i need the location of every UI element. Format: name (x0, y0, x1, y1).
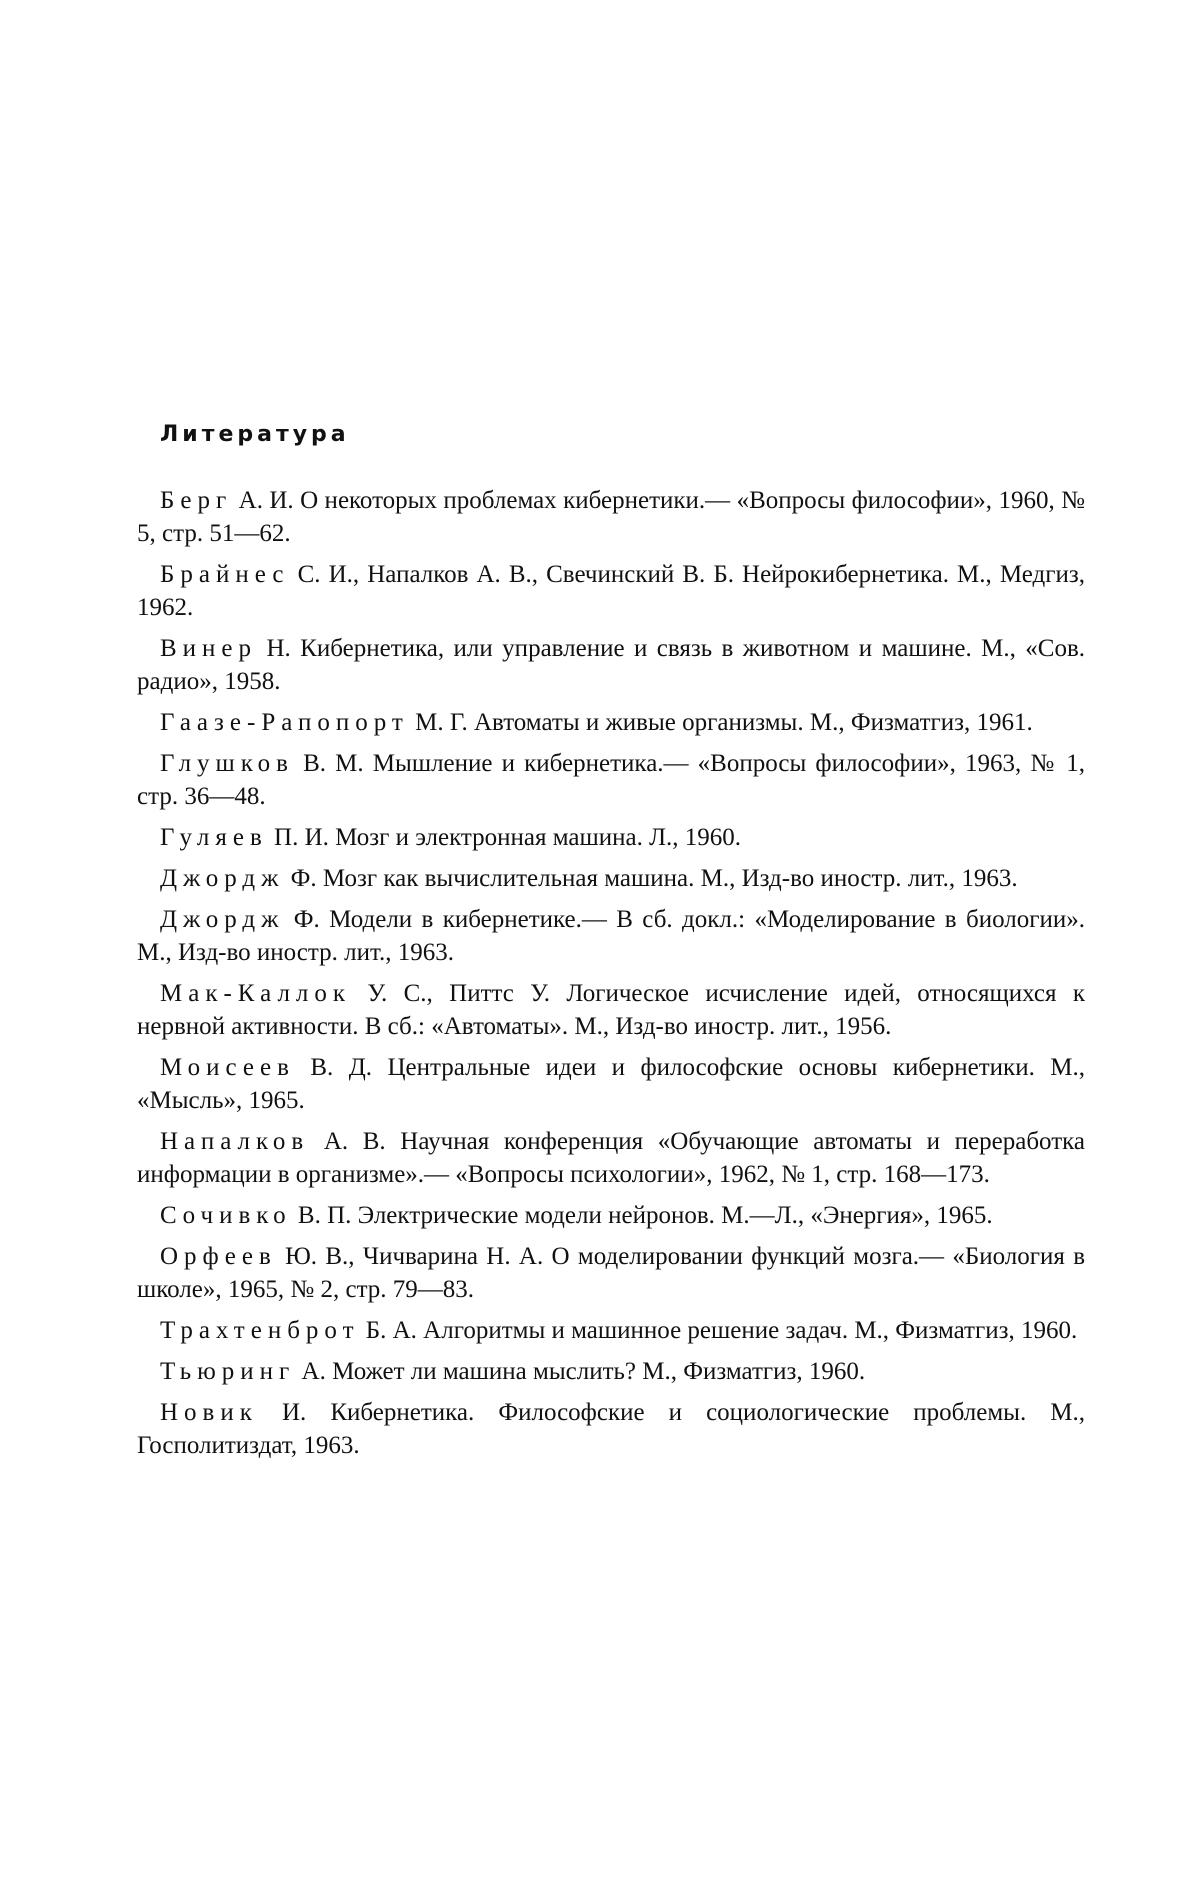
reference-details: Б. А. Алгоритмы и машинное решение задач. М., Физматгиз, 1960. (365, 1317, 1078, 1344)
reference-author: Берг (160, 487, 233, 514)
reference-list (137, 484, 1085, 1470)
reference-author: Новик (160, 1399, 258, 1426)
reference-item (137, 862, 1085, 895)
reference-author: Винер (160, 635, 258, 662)
reference-details: Ф. Мозг как вычислительная машина. М., Изд-во иностр. лит., 1963. (290, 865, 1018, 892)
reference-item (137, 821, 1085, 854)
reference-details: У. С., Питтс У. Логическое исчисление идей, относящихся к нервной активности. В сб.: «Автоматы». М., Изд-во иностр. лит., 1956. (137, 980, 1085, 1040)
reference-item (137, 1051, 1085, 1117)
reference-author: Глушков (160, 750, 294, 777)
reference-author: Напалков (160, 1128, 310, 1155)
reference-details: С. И., Напалков А. В., Свечинский В. Б. Нейрокибернетика. М., Медгиз, 1962. (137, 561, 1085, 621)
reference-details: П. И. Мозг и электронная машина. Л., 1960. (274, 824, 742, 851)
reference-details: А. И. О некоторых проблемах кибернетики.— «Вопросы философии», 1960, № 5, стр. 51—62. (137, 487, 1085, 547)
reference-item (137, 558, 1085, 624)
section-heading: Литература (160, 422, 350, 447)
reference-details: А. Может ли машина мыслить? М., Физматгиз, 1960. (301, 1358, 866, 1385)
reference-item (137, 1396, 1085, 1462)
reference-details: В. М. Мышление и кибернетика.— «Вопросы философии», 1963, № 1, стр. 36—48. (137, 750, 1085, 810)
reference-item (137, 903, 1085, 969)
reference-details: М. Г. Автоматы и живые организмы. М., Физматгиз, 1961. (415, 709, 1033, 736)
reference-author: Гуляев (160, 824, 268, 851)
reference-item (137, 1355, 1085, 1388)
reference-author: Мак-Каллок (160, 980, 352, 1007)
reference-details: И. Кибернетика. Философские и социологические проблемы. М., Госполитиздат, 1963. (137, 1399, 1085, 1459)
reference-author: Джордж (160, 865, 285, 892)
reference-author: Трахтенброт (160, 1317, 360, 1344)
reference-details: Ф. Модели в кибернетике.— В сб. докл.: «Моделирование в биологии». М., Изд-во иностр. лит., 1963. (137, 906, 1085, 966)
reference-details: Н. Кибернетика, или управление и связь в животном и машине. М., «Сов. радио», 1958. (137, 635, 1085, 695)
reference-item (137, 484, 1085, 550)
reference-item (137, 747, 1085, 813)
reference-details: В. Д. Центральные идеи и философские основы кибернетики. М., «Мысль», 1965. (137, 1054, 1085, 1114)
reference-author: Джордж (160, 906, 285, 933)
reference-details: В. П. Электрические модели нейронов. М.—Л., «Энергия», 1965. (297, 1202, 993, 1229)
reference-item (137, 977, 1085, 1043)
reference-item (137, 1199, 1085, 1232)
reference-item (137, 1125, 1085, 1191)
reference-item (137, 1240, 1085, 1306)
reference-item (137, 706, 1085, 739)
reference-author: Гаазе-Рапопорт (160, 709, 409, 736)
reference-item (137, 632, 1085, 698)
reference-item (137, 1314, 1085, 1347)
reference-author: Сочивко (160, 1202, 292, 1229)
reference-author: Орфеев (160, 1243, 277, 1270)
reference-author: Тьюринг (160, 1358, 296, 1385)
reference-author: Брайнес (160, 561, 290, 588)
reference-details: А. В. Научная конференция «Обучающие автоматы и переработка информации в организме».— «Вопросы психологии», 1962, № 1, стр. 168—173. (137, 1128, 1086, 1188)
reference-details: Ю. В., Чичварина Н. А. О моделировании функций мозга.— «Биология в школе», 1965, № 2, стр. 79—83. (137, 1243, 1085, 1303)
reference-author: Моисеев (160, 1054, 295, 1081)
